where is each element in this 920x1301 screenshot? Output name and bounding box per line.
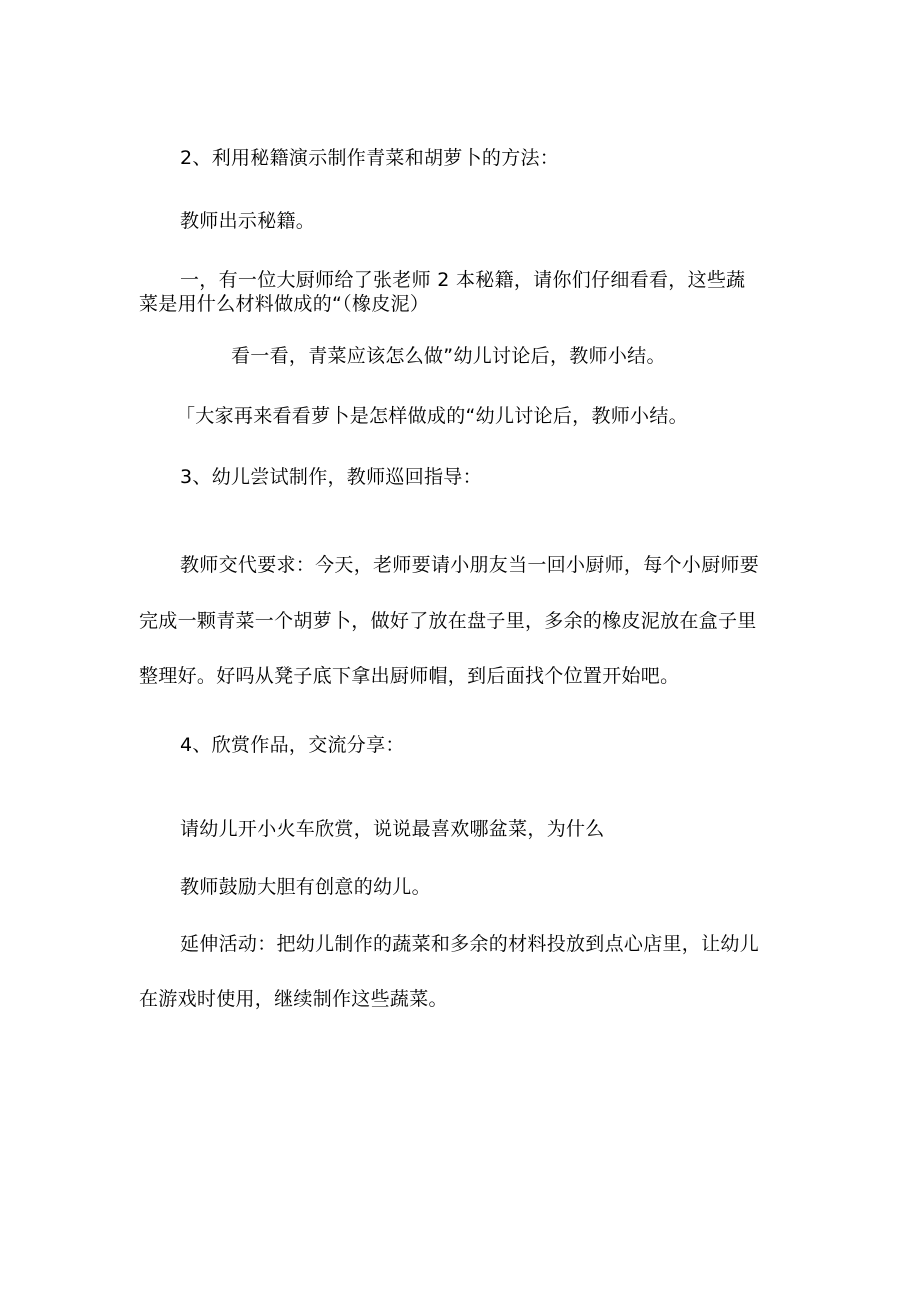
section-heading-2: 2、利用秘籍演示制作青菜和胡萝卜的方法： <box>180 147 560 169</box>
section-heading-4: 4、欣赏作品，交流分享： <box>180 734 405 756</box>
paragraph-line: 教师交代要求：今天，老师要请小朋友当一回小厨师，每个小厨师要 <box>180 554 760 576</box>
paragraph-line: 完成一颗青菜一个胡萝卜，做好了放在盘子里，多余的橡皮泥放在盒子里 <box>139 610 757 632</box>
paragraph-line: 菜是用什么材料做成的“（橡皮泥） <box>139 293 430 315</box>
paragraph-line: 教师鼓励大胆有创意的幼儿。 <box>180 876 431 898</box>
paragraph-line: 请幼儿开小火车欣赏，说说最喜欢哪盆菜，为什么 <box>180 818 605 840</box>
paragraph-line: 看一看，青菜应该怎么做”幼儿讨论后，教师小结。 <box>231 345 666 367</box>
paragraph-line: 在游戏时使用，继续制作这些蔬菜。 <box>139 988 448 1010</box>
paragraph-line: 「大家再来看看萝卜是怎样做成的“幼儿讨论后，教师小结。 <box>176 405 688 427</box>
paragraph-line: 一，有一位大厨师给了张老师 2 本秘籍，请你们仔细看看，这些蔬 <box>180 269 746 291</box>
paragraph-line: 整理好。好吗从凳子底下拿出厨师帽，到后面找个位置开始吧。 <box>139 665 680 687</box>
paragraph-line: 教师出示秘籍。 <box>180 210 316 232</box>
section-heading-3: 3、幼儿尝试制作，教师巡回指导： <box>180 466 482 488</box>
paragraph-line: 延伸活动：把幼儿制作的蔬菜和多余的材料投放到点心店里，让幼儿 <box>180 933 760 955</box>
